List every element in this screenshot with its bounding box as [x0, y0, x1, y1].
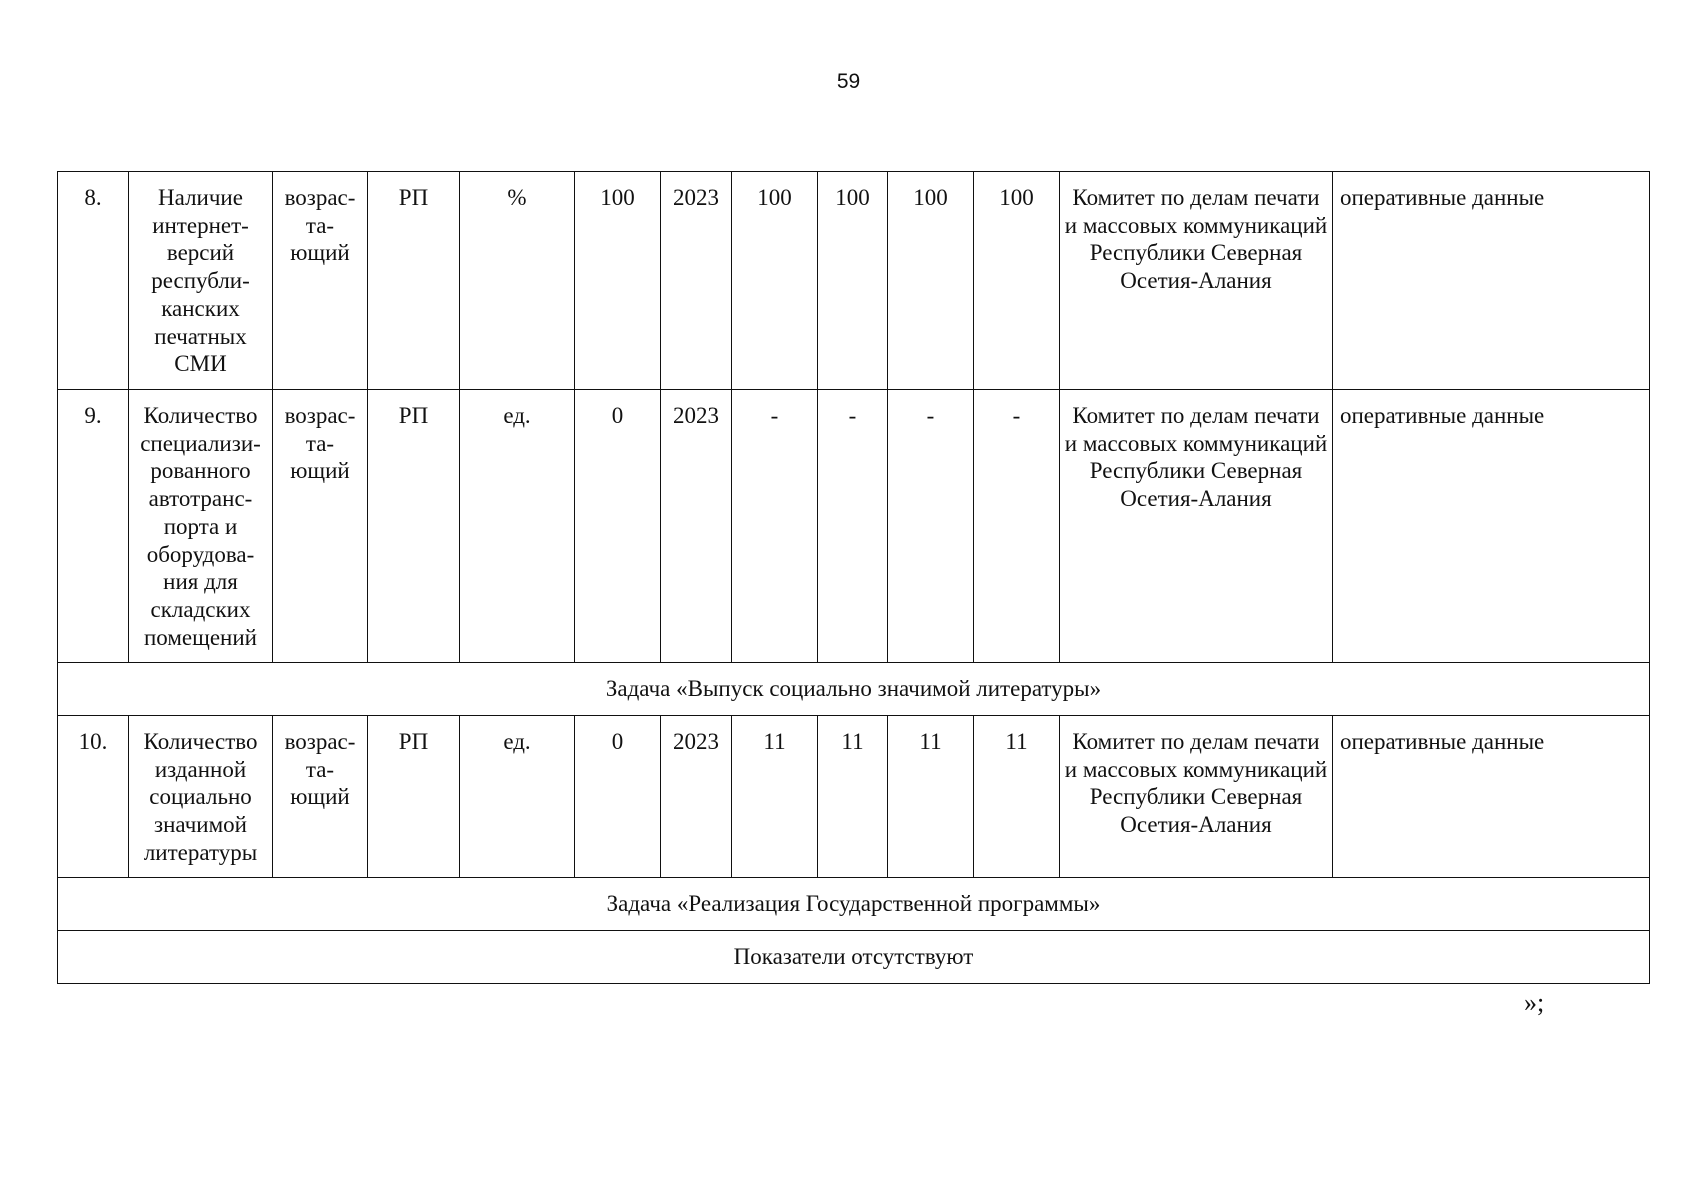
trend-cell: возрас-та-ющий [273, 716, 368, 878]
value-cell: 11 [818, 716, 888, 878]
value-cell: - [732, 390, 818, 663]
source-cell: оперативные данные [1333, 172, 1650, 390]
unit-cell: ед. [460, 390, 575, 663]
indicator-name-cell: Количество специализи-рованного автотранс-порта и оборудова-ния для складских помещений [129, 390, 273, 663]
base-year-cell: 2023 [661, 172, 732, 390]
table-row [58, 716, 1650, 878]
value-cell: 100 [732, 172, 818, 390]
level-cell: РП [368, 716, 460, 878]
no-indicators-note: Показатели отсутствуют [58, 931, 1650, 984]
source-cell: оперативные данные [1333, 390, 1650, 663]
section-row [58, 663, 1650, 716]
page-number: 59 [836, 70, 861, 93]
trend-cell: возрас-та-ющий [273, 390, 368, 663]
base-value-cell: 0 [575, 390, 661, 663]
table-row [58, 172, 1650, 390]
value-cell: - [888, 390, 974, 663]
value-cell: 11 [888, 716, 974, 878]
base-year-cell: 2023 [661, 390, 732, 663]
section-row [58, 931, 1650, 984]
value-cell: - [818, 390, 888, 663]
closing-quote: »; [1524, 988, 1545, 1017]
base-value-cell: 100 [575, 172, 661, 390]
table-row [58, 390, 1650, 663]
responsible-cell: Комитет по делам печати и массовых коммуникаций Республики Северная Осетия-Алания [1060, 716, 1333, 878]
section-title-literature: Задача «Выпуск социально значимой литературы» [58, 663, 1650, 716]
value-cell: - [974, 390, 1060, 663]
base-year-cell: 2023 [661, 716, 732, 878]
row-number-cell: 8. [58, 172, 129, 390]
row-number-cell: 10. [58, 716, 129, 878]
value-cell: 100 [818, 172, 888, 390]
value-cell: 11 [732, 716, 818, 878]
section-row [58, 878, 1650, 931]
value-cell: 100 [974, 172, 1060, 390]
level-cell: РП [368, 390, 460, 663]
indicator-name-cell: Количество изданной социально значимой литературы [129, 716, 273, 878]
responsible-cell: Комитет по делам печати и массовых коммуникаций Республики Северная Осетия-Алания [1060, 390, 1333, 663]
source-cell: оперативные данные [1333, 716, 1650, 878]
indicator-name-cell: Наличие интернет-версий республи-канских печатных СМИ [129, 172, 273, 390]
section-title-program: Задача «Реализация Государственной программы» [58, 878, 1650, 931]
responsible-cell: Комитет по делам печати и массовых коммуникаций Республики Северная Осетия-Алания [1060, 172, 1333, 390]
value-cell: 11 [974, 716, 1060, 878]
indicators-table [57, 171, 1650, 984]
unit-cell: % [460, 172, 575, 390]
base-value-cell: 0 [575, 716, 661, 878]
value-cell: 100 [888, 172, 974, 390]
trend-cell: возрас-та-ющий [273, 172, 368, 390]
level-cell: РП [368, 172, 460, 390]
row-number-cell: 9. [58, 390, 129, 663]
unit-cell: ед. [460, 716, 575, 878]
